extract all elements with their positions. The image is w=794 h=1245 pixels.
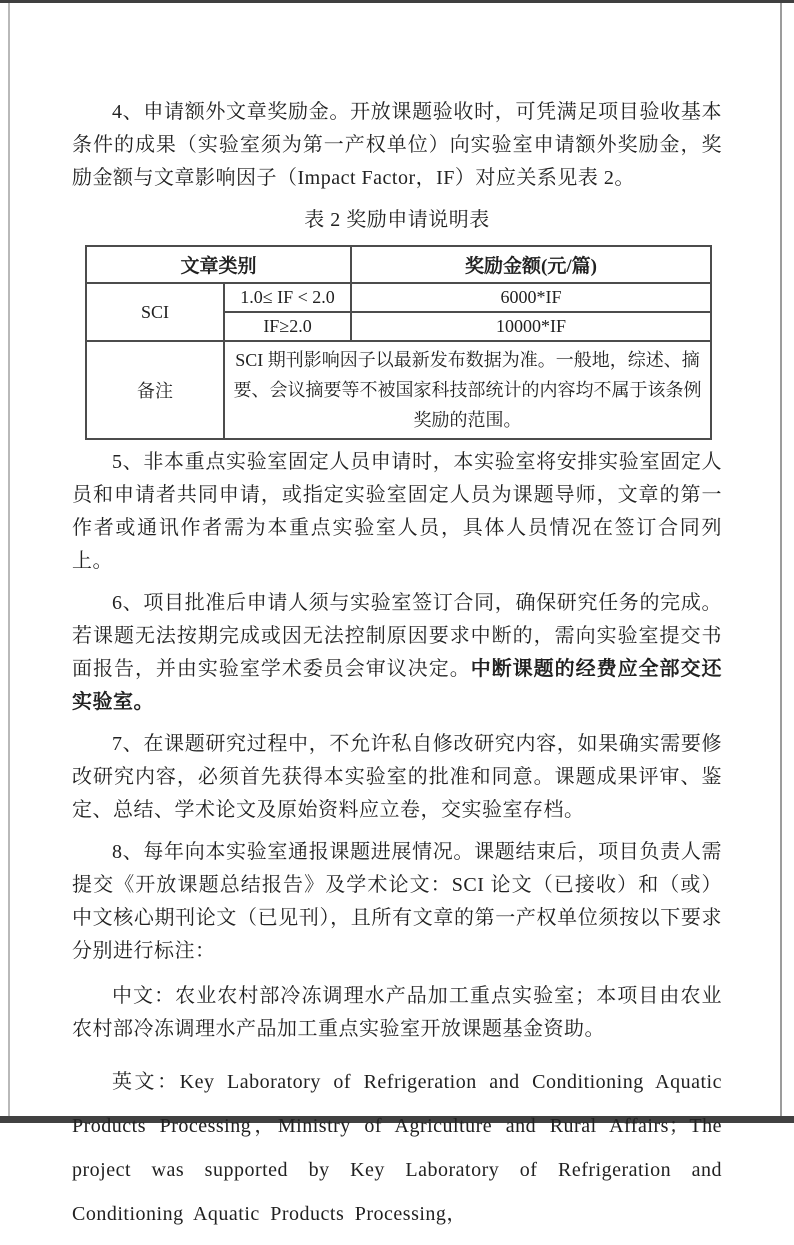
scan-edge-left	[8, 3, 10, 1116]
cell-note-text: SCI 期刊影响因子以最新发布数据为准。一般地，综述、摘要、会议摘要等不被国家科技部统计的内容均不属于该条例奖励的范围。	[224, 341, 711, 439]
paragraph-6-contract	[72, 587, 722, 719]
cell-if-range-1: 1.0≤ IF < 2.0	[224, 283, 351, 312]
scan-edge-top	[0, 0, 794, 3]
english-affiliation-note: 英文：Key Laboratory of Refrigeration and Conditioning Aquatic Products Processing，Ministry of Agriculture and Rural Affairs；The project was supported by Key Laboratory of Refrigeration and Conditioning Aquatic Products Processing，	[72, 1071, 722, 1225]
paragraph-8-progress-report: 8、每年向本实验室通报课题进展情况。课题结束后，项目负责人需提交《开放课题总结报告》及学术论文：SCI 论文（已接收）和（或）中文核心期刊论文（已见刊），且所有文章的第一产权单位须按以下要求分别进行标注：	[72, 841, 722, 962]
cell-sci-label: SCI	[86, 283, 224, 341]
table-row	[86, 283, 711, 312]
paragraph-7-research-content: 7、在课题研究过程中，不允许私自修改研究内容，如果确实需要修改研究内容，必须首先获得本实验室的批准和同意。课题成果评审、鉴定、总结、学术论文及原始资料应立卷，交实验室存档。	[72, 733, 722, 821]
scan-edge-right	[780, 3, 782, 1116]
table-caption: 表 2 奖励申请说明表	[304, 209, 490, 231]
paragraph-5-non-staff-application: 5、非本重点实验室固定人员申请时，本实验室将安排实验室固定人员和申请者共同申请，或指定实验室固定人员为课题导师，文章的第一作者或通讯作者需为本重点实验室人员，具体人员情况在签订合同列上。	[72, 451, 722, 572]
cell-note-label: 备注	[86, 341, 224, 439]
table-note-row	[86, 341, 711, 439]
document-page	[72, 96, 722, 1245]
header-reward-amount: 奖励金额(元/篇)	[351, 246, 711, 283]
chinese-affiliation-note: 中文：农业农村部冷冻调理水产品加工重点实验室；本项目由农业农村部冷冻调理水产品加工重点实验室开放课题基金资助。	[72, 985, 722, 1040]
cell-if-range-2: IF≥2.0	[224, 312, 351, 341]
table-header-row	[86, 246, 711, 283]
paragraph-4-reward-application: 4、申请额外文章奖励金。开放课题验收时，可凭满足项目验收基本条件的成果（实验室须为第一产权单位）向实验室申请额外奖励金，奖励金额与文章影响因子（Impact Factor，IF）对应关系见表 2。	[72, 101, 722, 189]
reward-table	[85, 245, 712, 440]
cell-amount-2: 10000*IF	[351, 312, 711, 341]
paragraph-6-normal-text: 6、项目批准后申请人须与实验室签订合同，确保研究任务的完成。若课题无法按期完成或因无法控制原因要求中断的，需向实验室提交书面报告，并由实验室学术委员会审议决定。	[72, 592, 722, 680]
header-article-category: 文章类别	[86, 246, 351, 283]
paragraph-6-bold-text: 中断课题的经费应全部交还实验室。	[72, 658, 723, 713]
cell-amount-1: 6000*IF	[351, 283, 711, 312]
